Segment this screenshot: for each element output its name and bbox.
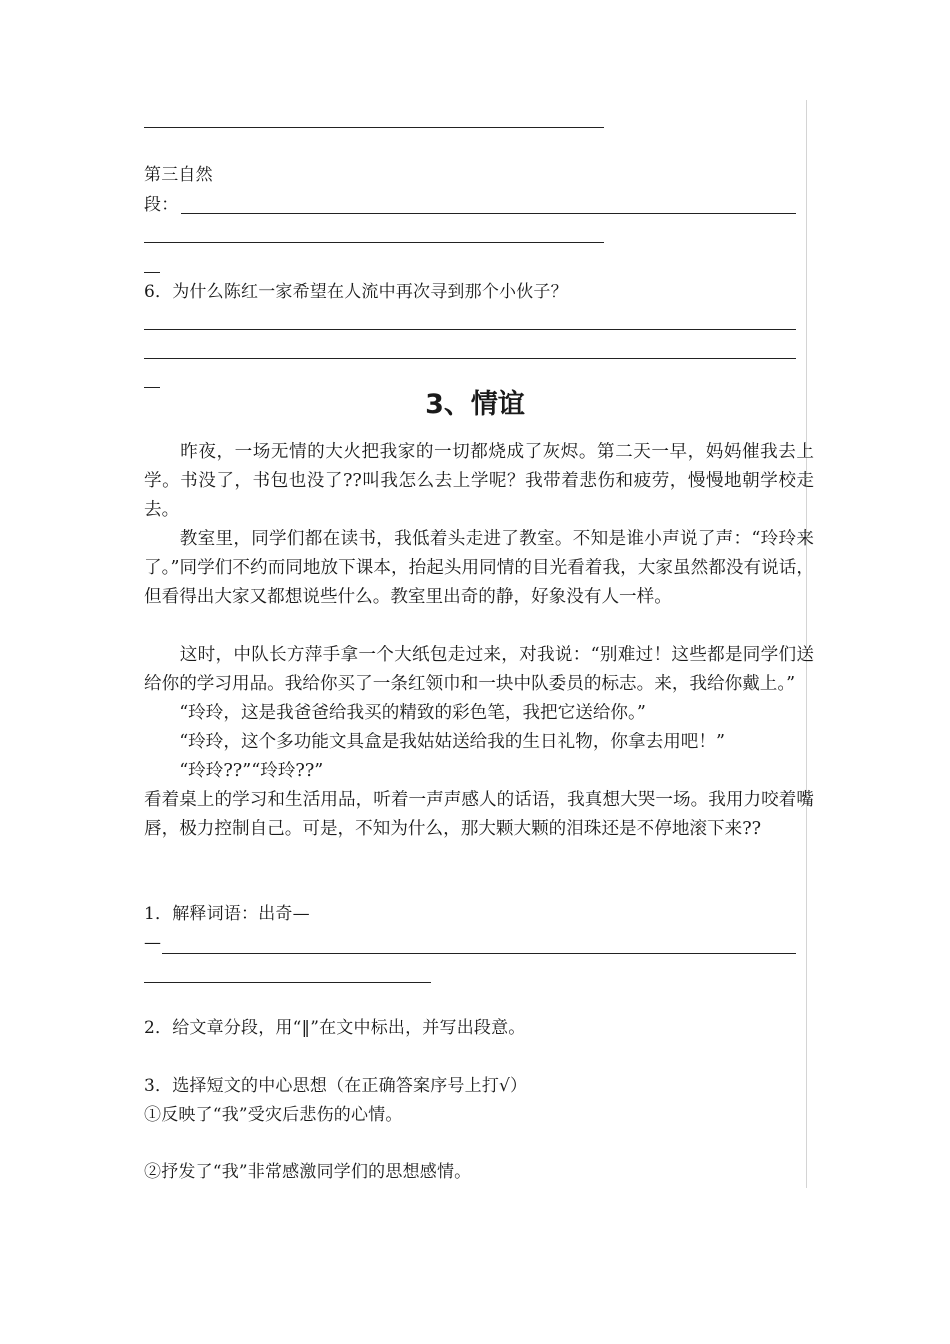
- question-1: 1．解释词语：出奇—: [144, 904, 310, 924]
- passage-paragraph: 昨夜，一场无情的大火把我家的一切都烧成了灰烬。第二天一早，妈妈催我去上学。书没了，书包也没了??叫我怎么去上学呢？我带着悲伤和疲劳，慢慢地朝学校走去。: [144, 442, 814, 520]
- passage-paragraph: 看着桌上的学习和生活用品，听着一声声感人的话语，我真想大哭一场。我用力咬着嘴唇，极力控制自己。可是，不知为什么，那大颗大颗的泪珠还是不停地滚下来??: [144, 790, 814, 839]
- answer-line-tail: [144, 272, 160, 273]
- para3-label: 第三自然: [144, 165, 213, 185]
- passage-paragraph: “玲玲，这是我爸爸给我买的精致的彩色笔，我把它送给你。”: [144, 703, 646, 723]
- question-2: 2．给文章分段，用“‖”在文中标出，并写出段意。: [144, 1018, 526, 1038]
- answer-line: [162, 953, 796, 954]
- question-1-dash: —: [144, 933, 162, 953]
- answer-line: [144, 329, 796, 330]
- question-3-option-2: ②抒发了“我”非常感激同学们的思想感情。: [144, 1162, 472, 1182]
- para3-label-cont: 段：: [144, 195, 179, 215]
- question-3-option-1: ①反映了“我”受灾后悲伤的心情。: [144, 1105, 403, 1125]
- question-3: 3．选择短文的中心思想（在正确答案序号上打√）: [144, 1076, 528, 1096]
- passage-paragraph: 这时，中队长方萍手拿一个大纸包走过来，对我说：“别难过！这些都是同学们送给你的学习用品。我给你买了一条红领巾和一块中队委员的标志。来，我给你戴上。”: [144, 645, 814, 694]
- passage-title: 3、情谊: [425, 389, 525, 420]
- question-6: 6．为什么陈红一家希望在人流中再次寻到那个小伙子？: [144, 282, 568, 302]
- answer-line: [144, 358, 796, 359]
- answer-line: [144, 127, 604, 128]
- passage-paragraph: 教室里，同学们都在读书，我低着头走进了教室。不知是谁小声说了声：“玲玲来了。”同学们不约而同地放下课本，抬起头用同情的目光看着我，大家虽然都没有说话，但看得出大家又都想说些什么。教室里出奇的静，好象没有人一样。: [144, 529, 814, 607]
- passage-paragraph: “玲玲??”“玲玲??”: [144, 761, 324, 781]
- passage-paragraph: “玲玲，这个多功能文具盒是我姑姑送给我的生日礼物，你拿去用吧！”: [144, 732, 725, 752]
- answer-line: [181, 213, 796, 214]
- answer-line: [144, 242, 604, 243]
- answer-line: [144, 982, 431, 983]
